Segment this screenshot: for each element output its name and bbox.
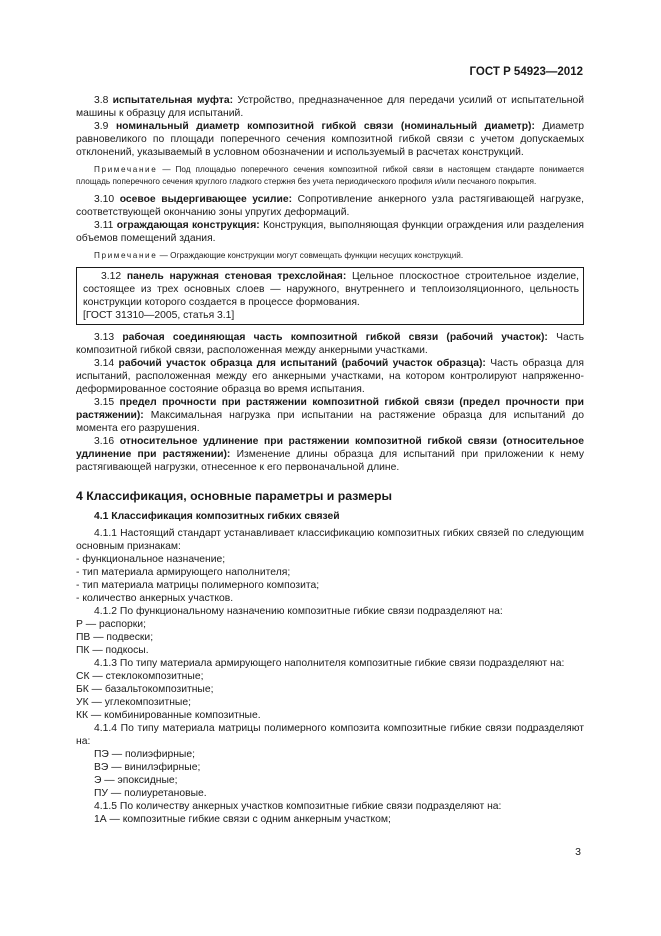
note-label: Примечание — [94, 165, 158, 174]
list-item: ВЭ — винилэфирные; — [94, 762, 201, 773]
subsection-4-1-heading: 4.1 Классификация композитных гибких связей — [94, 511, 340, 522]
list-item: 1А — композитные гибкие связи с одним анкерным участком; — [94, 814, 391, 825]
list-item: ПЭ — полиэфирные; — [94, 749, 195, 760]
document-header: ГОСТ Р 54923—2012 — [469, 66, 583, 78]
term-3-15: 3.15 предел прочности при растяжении композитной гибкой связи (предел прочности при растяжении): Максимальная нагрузка при испытании на растяжение образца для испытаний до момента его разрушения. — [76, 397, 584, 434]
clause-4-1-3: 4.1.3 По типу материала армирующего наполнителя композитные гибкие связи подразделяют на: — [94, 658, 565, 669]
term-reference: [ГОСТ 31310—2005, статья 3.1] — [83, 310, 235, 321]
boxed-term-3-12 — [76, 267, 584, 325]
term-title: панель наружная стеновая трехслойная: — [126, 271, 347, 282]
term-3-8: 3.8 испытательная муфта: Устройство, предназначенное для передачи усилий от испытательной машины к образцу для испытаний. — [76, 95, 585, 119]
list-item: Р — распорки; — [76, 619, 146, 630]
note-label: Примечание — [94, 251, 158, 260]
term-3-9: 3.9 номинальный диаметр композитной гибкой связи (номинальный диаметр): Диаметр равновеликого по площади поперечного сечения композитной гибкой связи с учетом допускаемых отклонений, указываемый в условном обозначении и используемый в расчетах конструкций. — [76, 121, 584, 158]
term-title: относительное удлинение при растяжении композитной гибкой связи (относительное удлинение при растяжении): — [76, 436, 584, 460]
term-definition: Цельное плоскостное строительное изделие, состоящее из трех основных слоев — наружного, внутреннего и теплоизоляционного, цельность конструкции которого создается в процессе формования. — [83, 271, 580, 308]
clause-4-1-5: 4.1.5 По количеству анкерных участков композитные гибкие связи подразделяют на: — [94, 801, 502, 812]
list-item: - тип материала армирующего наполнителя; — [76, 567, 291, 578]
list-item: ПВ — подвески; — [76, 632, 154, 643]
term-title: номинальный диаметр композитной гибкой связи (номинальный диаметр): — [115, 121, 535, 132]
list-item: СК — стеклокомпозитные; — [76, 671, 204, 682]
clause-4-1-2: 4.1.2 По функциональному назначению композитные гибкие связи подразделяют на: — [94, 606, 503, 617]
note-text: — Ограждающие конструкции могут совмещать функции несущих конструкций. — [159, 251, 464, 260]
note-text: — Под площадью поперечного сечения композитной гибкой связи в настоящем стандарте понимается площадь поперечного сечения круглого гладкого стержня без учета периодического профиля и/или песчаного покрытия. — [76, 165, 584, 186]
clause-4-1-4: 4.1.4 По типу материала матрицы полимерного композита композитные гибкие связи подразделяют на: — [76, 723, 584, 747]
page-number: 3 — [575, 846, 581, 858]
clause-4-1-1: 4.1.1 Настоящий стандарт устанавливает классификацию композитных гибких связей по следующим основным признакам: — [76, 528, 584, 552]
term-title: предел прочности при растяжении композитной гибкой связи (предел прочности при растяжении): — [76, 397, 584, 421]
list-item: ПК — подкосы. — [76, 645, 149, 656]
term-3-10: 3.10 осевое выдергивающее усилие: Сопротивление анкерного узла растягивающей нагрузке, соответствующей окончанию зоны упругих деформаций. — [76, 194, 585, 218]
list-item: - тип материала матрицы полимерного композита; — [76, 580, 320, 591]
term-definition: Устройство, предназначенное для передачи усилий от испытательной машины к образцу для испытаний. — [76, 95, 585, 119]
list-item: - функциональное назначение; — [76, 554, 226, 565]
list-item: БК — базальтокомпозитные; — [76, 684, 214, 695]
term-3-14: 3.14 рабочий участок образца для испытаний (рабочий участок образца): Часть образца для испытаний, расположенная между его анкерными участками, на котором контролируют напряженно-деформированное состояние образца во время испытания. — [76, 358, 585, 395]
list-item: ПУ — полиуретановые. — [94, 788, 207, 799]
term-3-16: 3.16 относительное удлинение при растяжении композитной гибкой связи (относительное удлинение при растяжении): Изменение длины образца для испытаний при приложении к нему растягивающей нагрузки, отнесенное к его первоначальной длине. — [76, 436, 585, 473]
term-title: испытательная муфта: — [112, 95, 234, 106]
term-3-13: 3.13 рабочая соединяющая часть композитной гибкой связи (рабочий участок): Часть композитной гибкой связи, расположенная между анкерными участками. — [76, 332, 585, 356]
term-definition: Диаметр равновеликого по площади поперечного сечения композитной гибкой связи с учетом допускаемых отклонений, указываемый в условном обозначении и используемый в расчетах конструкций. — [76, 121, 584, 158]
term-title: рабочий участок образца для испытаний (рабочий участок образца): — [118, 358, 486, 369]
term-definition: Изменение длины образца для испытаний при приложении к нему растягивающей нагрузки, отнесенное к его первоначальной длине. — [76, 449, 585, 473]
term-definition: Сопротивление анкерного узла растягивающей нагрузке, соответствующей окончанию зоны упругих деформаций. — [76, 194, 585, 218]
note-1 — [76, 164, 584, 188]
section-4-heading: 4 Классификация, основные параметры и размеры — [76, 489, 393, 503]
term-title: ограждающая конструкция: — [116, 220, 260, 231]
list-item: УК — углекомпозитные; — [76, 697, 191, 708]
note-2 — [76, 250, 584, 262]
term-title: рабочая соединяющая часть композитной гибкой связи (рабочий участок): — [122, 332, 548, 343]
term-title: осевое выдергивающее усилие: — [119, 194, 293, 205]
list-item: КК — комбинированные композитные. — [76, 710, 261, 721]
list-item: Э — эпоксидные; — [94, 775, 178, 786]
term-definition: Максимальная нагрузка при испытании на растяжение образца для испытаний до момента его разрушения. — [76, 410, 584, 434]
list-item: - количество анкерных участков. — [76, 593, 234, 604]
document-body — [76, 94, 584, 826]
term-definition: Часть композитной гибкой связи, расположенная между анкерными участками. — [76, 332, 585, 356]
term-definition: Часть образца для испытаний, расположенная между его анкерными участками, на котором контролируют напряженно-деформированное состояние образца во время испытания. — [76, 358, 585, 395]
term-3-12: 3.12 панель наружная стеновая трехслойная: Цельное плоскостное строительное изделие, состоящее из трех основных слоев — наружного, внутреннего и теплоизоляционного, цельность конструкции которого создается в процессе формования. — [83, 271, 580, 308]
term-definition: Конструкция, выполняющая функции ограждения или разделения объемов помещений здания. — [76, 220, 585, 244]
term-3-11: 3.11 ограждающая конструкция: Конструкция, выполняющая функции ограждения или разделения объемов помещений здания. — [76, 220, 585, 244]
